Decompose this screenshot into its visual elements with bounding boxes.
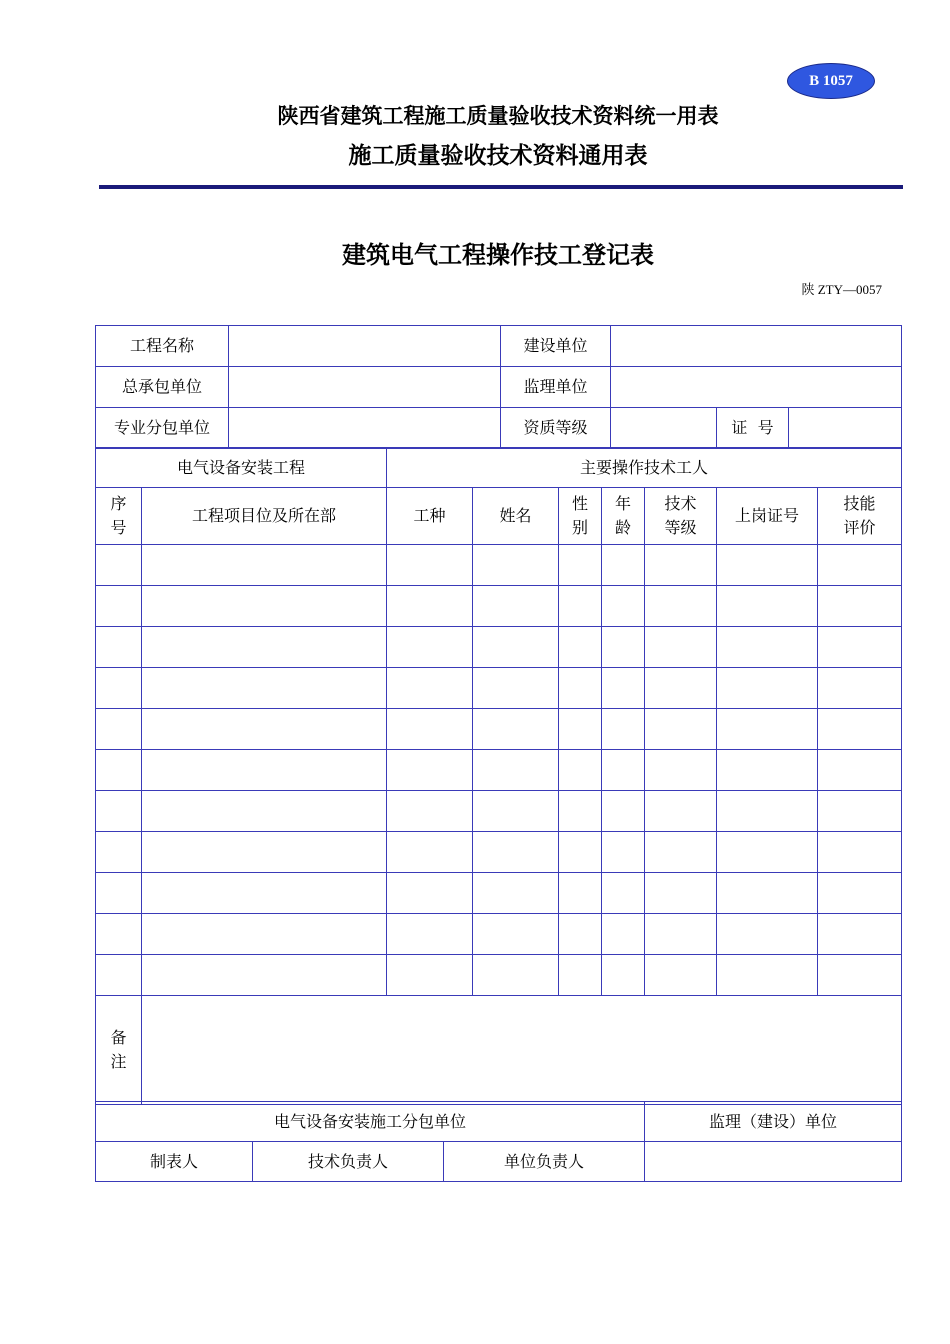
project-name-field[interactable] bbox=[229, 326, 501, 367]
col-seq: 序 号 bbox=[96, 488, 142, 545]
table-row bbox=[96, 627, 902, 668]
form-number-badge: B 1057 bbox=[787, 63, 875, 99]
table-row bbox=[96, 955, 902, 996]
table-row bbox=[96, 832, 902, 873]
col-post-cert: 上岗证号 bbox=[717, 488, 818, 545]
table-row bbox=[96, 750, 902, 791]
header-divider bbox=[99, 185, 903, 189]
construction-unit-field[interactable] bbox=[611, 326, 902, 367]
table-row bbox=[96, 545, 902, 586]
sub-unit-header: 电气设备安装施工分包单位 bbox=[96, 1102, 645, 1142]
unit-lead-label: 单位负责人 bbox=[444, 1142, 645, 1182]
general-contractor-field[interactable] bbox=[229, 367, 501, 408]
supervision-unit-label: 监理单位 bbox=[501, 367, 611, 408]
preparer-label: 制表人 bbox=[96, 1142, 253, 1182]
worker-rows bbox=[96, 545, 902, 996]
col-tech-grade: 技术 等级 bbox=[645, 488, 717, 545]
project-name-label: 工程名称 bbox=[96, 326, 229, 367]
form-title: 建筑电气工程操作技工登记表 bbox=[342, 240, 654, 269]
supervision-signature-field[interactable] bbox=[645, 1142, 902, 1182]
col-skill-eval: 技能 评价 bbox=[818, 488, 902, 545]
form-code: 陕 ZTY—0057 bbox=[801, 282, 882, 297]
header-line-2: 施工质量验收技术资料通用表 bbox=[348, 142, 648, 169]
col-name: 姓名 bbox=[473, 488, 559, 545]
col-age: 年 龄 bbox=[602, 488, 645, 545]
section-main-workers: 主要操作技术工人 bbox=[387, 448, 902, 488]
col-gender: 性 别 bbox=[559, 488, 602, 545]
worker-table bbox=[95, 447, 902, 1105]
table-row bbox=[96, 791, 902, 832]
cert-no-field[interactable] bbox=[789, 408, 902, 449]
table-row bbox=[96, 668, 902, 709]
remarks-field[interactable] bbox=[142, 996, 902, 1105]
table-row bbox=[96, 873, 902, 914]
table-row bbox=[96, 914, 902, 955]
general-contractor-label: 总承包单位 bbox=[96, 367, 229, 408]
qualification-label: 资质等级 bbox=[501, 408, 611, 449]
header-line-1: 陕西省建筑工程施工质量验收技术资料统一用表 bbox=[277, 103, 719, 128]
info-table bbox=[95, 325, 902, 449]
tech-lead-label: 技术负责人 bbox=[253, 1142, 444, 1182]
supervision-header: 监理（建设）单位 bbox=[645, 1102, 902, 1142]
subcontractor-label: 专业分包单位 bbox=[96, 408, 229, 449]
table-row bbox=[96, 709, 902, 750]
signature-table bbox=[95, 1101, 902, 1182]
supervision-unit-field[interactable] bbox=[611, 367, 902, 408]
section-electrical-install: 电气设备安装工程 bbox=[96, 448, 387, 488]
qualification-field[interactable] bbox=[611, 408, 717, 449]
cert-no-label: 证 号 bbox=[717, 408, 789, 449]
table-row bbox=[96, 586, 902, 627]
remarks-label: 备 注 bbox=[96, 996, 142, 1105]
col-trade: 工种 bbox=[387, 488, 473, 545]
col-item: 工程项目位及所在部 bbox=[142, 488, 387, 545]
construction-unit-label: 建设单位 bbox=[501, 326, 611, 367]
subcontractor-field[interactable] bbox=[229, 408, 501, 449]
